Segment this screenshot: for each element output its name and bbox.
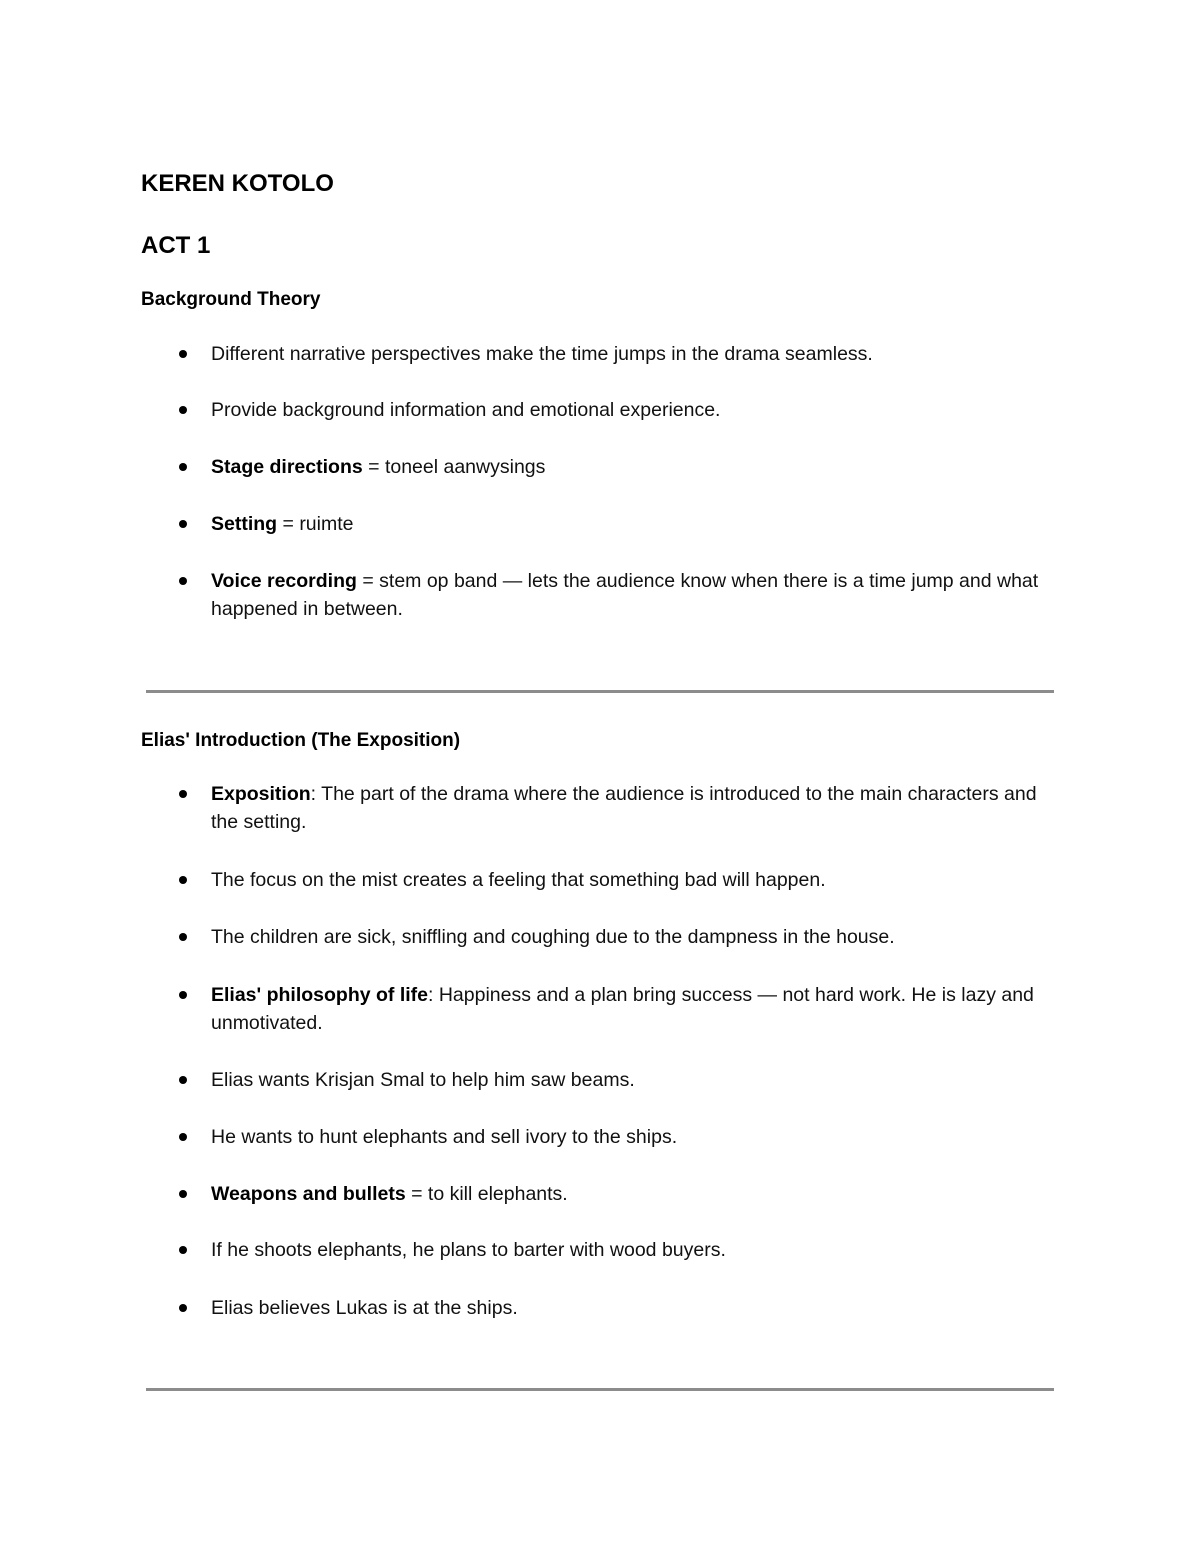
bullet-icon [179,1133,187,1141]
section-divider [146,690,1054,693]
list-item: The focus on the mist creates a feeling that something bad will happen. [211,869,826,891]
list-item: Exposition: The part of the drama where the audience is introduced to the main characters and the setting. [211,783,1037,833]
list-item: Elias believes Lukas is at the ships. [211,1297,518,1319]
list-item: The children are sick, sniffling and coughing due to the dampness in the house. [211,926,895,948]
list-item: If he shoots elephants, he plans to barter with wood buyers. [211,1239,726,1261]
list-item: Setting = ruimte [211,513,354,535]
bullet-icon [179,933,187,941]
act-title: ACT 1 [141,232,211,259]
list-item: Voice recording = stem op band — lets the audience know when there is a time jump and what happened in between. [211,570,1039,620]
list-item: Stage directions = toneel aanwysings [211,456,546,478]
list-item: Provide background information and emotional experience. [211,399,721,421]
bullet-icon [179,991,187,999]
bullet-icon [179,1304,187,1312]
section-heading-background-theory: Background Theory [141,289,321,310]
bullet-icon [179,876,187,884]
list-item: He wants to hunt elephants and sell ivory to the ships. [211,1126,678,1148]
list-item: Weapons and bullets = to kill elephants. [211,1183,568,1205]
list-item: Different narrative perspectives make the time jumps in the drama seamless. [211,343,873,365]
section-heading-elias-introduction: Elias' Introduction (The Exposition) [141,730,461,751]
bullet-icon [179,350,187,358]
list-item: Elias' philosophy of life: Happiness and a plan bring success — not hard work. He is lazy and unmotivated. [211,984,1034,1034]
bullet-icon [179,1076,187,1084]
bullet-icon [179,406,187,414]
bullet-icon [179,463,187,471]
author-name: KEREN KOTOLO [141,170,334,197]
section-divider [146,1388,1054,1391]
bullet-icon [179,520,187,528]
bullet-icon [179,1190,187,1198]
bullet-icon [179,577,187,585]
list-item: Elias wants Krisjan Smal to help him saw beams. [211,1069,635,1091]
bullet-icon [179,790,187,798]
bullet-icon [179,1246,187,1254]
